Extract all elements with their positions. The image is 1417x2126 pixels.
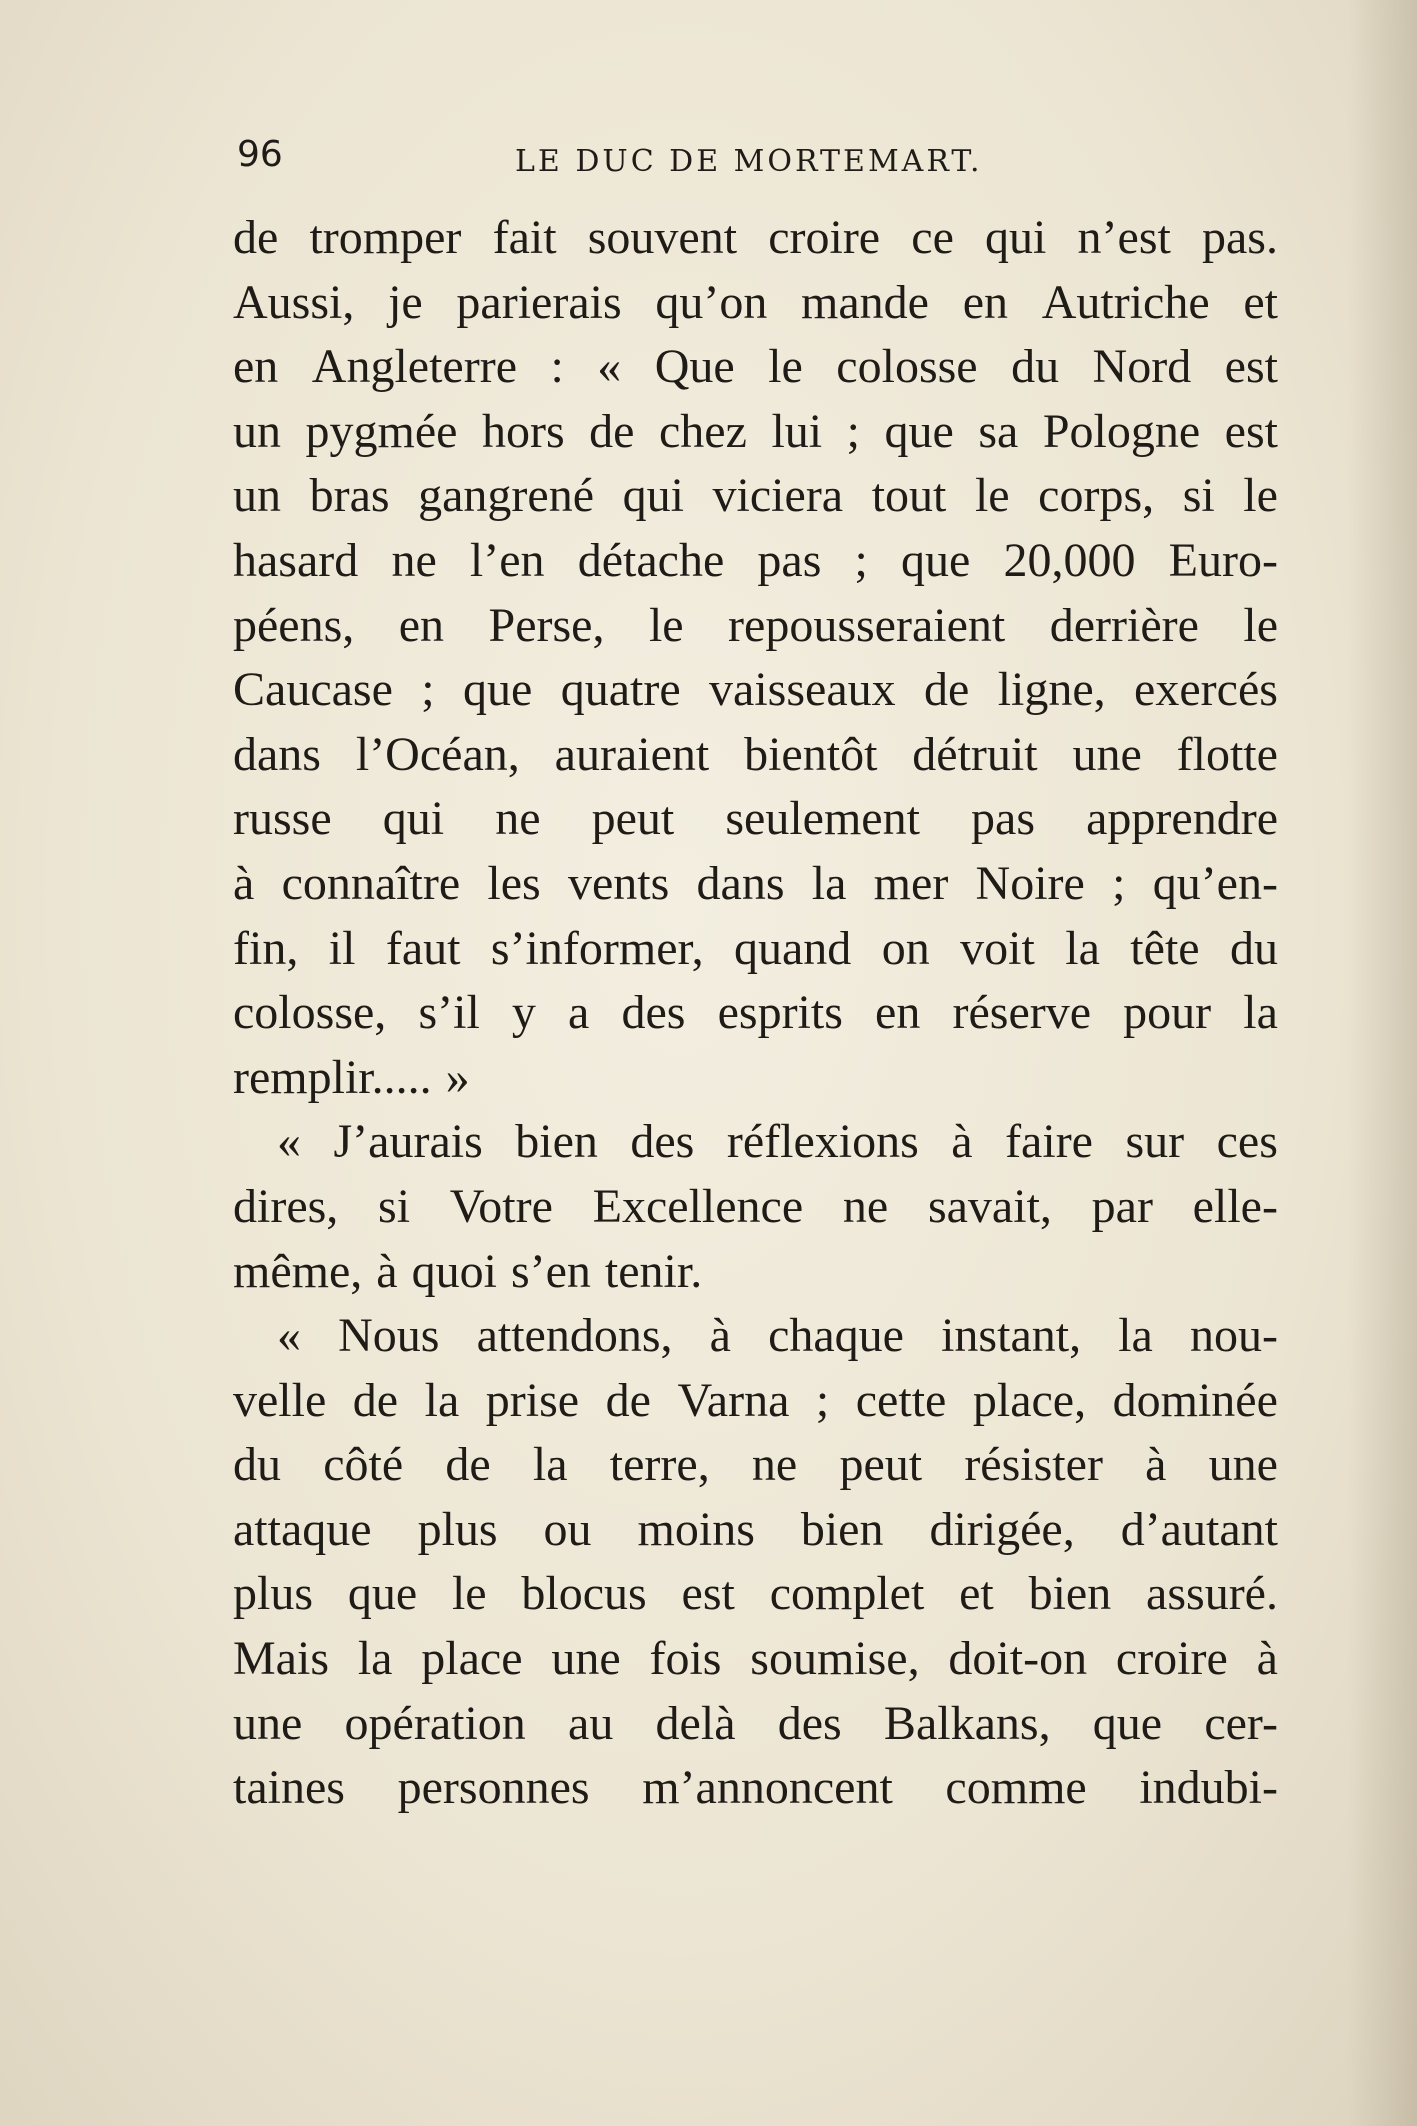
word: : bbox=[550, 340, 564, 394]
word: corps, bbox=[1038, 469, 1155, 523]
word: Pologne bbox=[1042, 404, 1201, 458]
text-line bbox=[233, 1627, 1278, 1692]
text-line bbox=[233, 529, 1278, 594]
word: ne bbox=[495, 792, 541, 846]
text-line bbox=[233, 981, 1278, 1046]
word: chaque bbox=[768, 1309, 904, 1363]
word: gangrené bbox=[418, 469, 595, 523]
word: Que bbox=[654, 340, 735, 394]
word: bien bbox=[515, 1115, 598, 1169]
word: Nord bbox=[1092, 340, 1192, 394]
word: lui bbox=[771, 404, 823, 458]
word: vaisseaux bbox=[709, 663, 896, 717]
word: ou bbox=[543, 1502, 592, 1556]
word: parierais bbox=[456, 275, 622, 329]
word: blocus bbox=[521, 1567, 647, 1621]
word: une bbox=[1208, 1438, 1278, 1492]
word: croire bbox=[1115, 1632, 1228, 1686]
word: détruit bbox=[912, 727, 1038, 781]
word: et bbox=[1243, 275, 1278, 329]
word: qui bbox=[985, 211, 1047, 264]
word: Excellence bbox=[592, 1179, 804, 1233]
text-line bbox=[233, 1692, 1278, 1757]
word: les bbox=[487, 856, 541, 910]
word: n’est bbox=[1077, 211, 1171, 264]
word: dominée bbox=[1112, 1373, 1278, 1427]
word: le bbox=[974, 469, 1010, 523]
word: derrière bbox=[1049, 598, 1199, 652]
word: une bbox=[1072, 727, 1142, 781]
word: l’en bbox=[469, 533, 545, 587]
word: croire bbox=[768, 211, 881, 264]
word: connaître bbox=[281, 856, 461, 910]
word: place bbox=[421, 1632, 523, 1686]
word: Euro- bbox=[1168, 533, 1278, 587]
word: d’autant bbox=[1120, 1502, 1278, 1556]
word: fois bbox=[649, 1632, 722, 1686]
word: l’Océan, bbox=[355, 727, 520, 781]
word: voit bbox=[960, 921, 1035, 975]
word: ; bbox=[854, 533, 868, 587]
text-line bbox=[233, 1304, 1278, 1369]
word: dans bbox=[696, 856, 785, 910]
word: à bbox=[376, 1244, 398, 1298]
word: tromper bbox=[309, 211, 462, 264]
word: souvent bbox=[587, 211, 738, 264]
word: esprits bbox=[717, 986, 843, 1040]
word: flotte bbox=[1176, 727, 1278, 781]
word: quoi bbox=[411, 1244, 497, 1298]
word: réserve bbox=[952, 986, 1092, 1040]
word: des bbox=[777, 1696, 842, 1750]
word: 20,000 bbox=[1003, 533, 1136, 587]
text-line bbox=[233, 594, 1278, 659]
word: dires, bbox=[233, 1179, 339, 1233]
word: ne bbox=[391, 533, 437, 587]
word: apprendre bbox=[1086, 792, 1278, 846]
word: s’il bbox=[418, 986, 480, 1040]
word: ne bbox=[751, 1438, 798, 1492]
word: faire bbox=[1005, 1115, 1093, 1169]
word: attendons, bbox=[476, 1309, 673, 1363]
word: tête bbox=[1130, 921, 1200, 975]
text-line bbox=[233, 1240, 1278, 1305]
word: fin, bbox=[233, 921, 299, 975]
word: bien bbox=[800, 1502, 884, 1556]
word: du bbox=[1011, 340, 1060, 394]
word: Nous bbox=[338, 1309, 440, 1363]
running-head bbox=[233, 130, 1278, 190]
word: colosse, bbox=[233, 986, 387, 1040]
word: le bbox=[648, 598, 684, 652]
word: du bbox=[1230, 921, 1278, 975]
word: nou- bbox=[1189, 1309, 1278, 1363]
word: ; bbox=[846, 404, 860, 458]
word: Balkans, bbox=[883, 1696, 1051, 1750]
word: qui bbox=[622, 469, 684, 523]
word: je bbox=[388, 275, 423, 329]
word: cette bbox=[855, 1373, 947, 1427]
word: Varna bbox=[677, 1373, 790, 1427]
word: qu’en- bbox=[1152, 856, 1278, 910]
word: opération bbox=[344, 1696, 526, 1750]
word: détache bbox=[577, 533, 725, 587]
word: en bbox=[398, 598, 445, 652]
word: bientôt bbox=[744, 727, 878, 781]
word: s’informer, bbox=[490, 921, 704, 975]
word: place, bbox=[972, 1373, 1087, 1427]
word: quand bbox=[733, 921, 852, 975]
text-line bbox=[233, 335, 1278, 400]
word: de bbox=[445, 1438, 491, 1492]
word: à bbox=[709, 1309, 731, 1363]
text-line bbox=[233, 1046, 1278, 1111]
word: savait, bbox=[927, 1179, 1052, 1233]
text-line bbox=[233, 1498, 1278, 1563]
word: fait bbox=[492, 211, 557, 264]
word: qu’on bbox=[655, 275, 768, 329]
text-line bbox=[233, 787, 1278, 852]
word: Perse, bbox=[488, 598, 605, 652]
word: dans bbox=[233, 727, 321, 781]
word: elle- bbox=[1192, 1179, 1278, 1233]
word: au bbox=[568, 1696, 614, 1750]
word: la bbox=[1243, 986, 1278, 1040]
word: que bbox=[347, 1567, 418, 1621]
word: par bbox=[1091, 1179, 1153, 1233]
word: et bbox=[959, 1567, 994, 1621]
word: il bbox=[328, 921, 356, 975]
word: la bbox=[424, 1373, 460, 1427]
word: la bbox=[1065, 921, 1100, 975]
word: que bbox=[463, 663, 533, 717]
word: la bbox=[811, 856, 847, 910]
word: Caucase bbox=[233, 663, 393, 717]
word: plus bbox=[233, 1567, 314, 1621]
word: chez bbox=[659, 404, 747, 458]
word: Aussi, bbox=[233, 275, 355, 329]
word: en bbox=[875, 986, 921, 1040]
word: seulement bbox=[725, 792, 920, 846]
body-text bbox=[233, 206, 1278, 1821]
word: à bbox=[1256, 1632, 1278, 1686]
word: on bbox=[881, 921, 930, 975]
word: Votre bbox=[449, 1179, 553, 1233]
word: bras bbox=[309, 469, 390, 523]
word: est bbox=[681, 1567, 735, 1621]
word: doit-on bbox=[948, 1632, 1088, 1686]
text-line bbox=[233, 1175, 1278, 1240]
word: des bbox=[621, 986, 686, 1040]
word: en bbox=[962, 275, 1008, 329]
word: repousseraient bbox=[728, 598, 1006, 652]
word: comme bbox=[945, 1761, 1087, 1815]
word: sa bbox=[978, 404, 1019, 458]
word: en bbox=[233, 340, 279, 394]
word: si bbox=[378, 1179, 411, 1233]
word: Angleterre bbox=[311, 340, 517, 394]
text-line bbox=[233, 464, 1278, 529]
word: le bbox=[1243, 469, 1278, 523]
word: viciera bbox=[712, 469, 844, 523]
word: de bbox=[605, 1373, 651, 1427]
word: « bbox=[277, 1115, 301, 1169]
word: colosse bbox=[836, 340, 978, 394]
word: que bbox=[884, 404, 954, 458]
word: pour bbox=[1123, 986, 1212, 1040]
word: indubi- bbox=[1139, 1761, 1278, 1815]
word: plus bbox=[417, 1502, 498, 1556]
word: tenir. bbox=[604, 1244, 703, 1298]
word: pas. bbox=[1202, 211, 1278, 264]
word: mande bbox=[801, 275, 929, 329]
word: le bbox=[768, 340, 803, 394]
word: est bbox=[1224, 340, 1278, 394]
word: peut bbox=[839, 1438, 923, 1492]
word: une bbox=[551, 1632, 621, 1686]
word: remplir..... bbox=[233, 1050, 432, 1104]
word: le bbox=[451, 1567, 487, 1621]
word: réflexions bbox=[726, 1115, 919, 1169]
running-title: LE DUC DE MORTEMART. bbox=[515, 144, 983, 179]
word: attaque bbox=[233, 1502, 372, 1556]
word: delà bbox=[655, 1696, 736, 1750]
word: bien bbox=[1028, 1567, 1112, 1621]
word: de bbox=[352, 1373, 399, 1427]
text-line bbox=[233, 852, 1278, 917]
word: pygmée bbox=[305, 404, 458, 458]
word: côté bbox=[323, 1438, 404, 1492]
word: ces bbox=[1216, 1115, 1278, 1169]
word: pas bbox=[757, 533, 822, 587]
word: complet bbox=[769, 1567, 925, 1621]
word: sur bbox=[1125, 1115, 1185, 1169]
word: faut bbox=[385, 921, 461, 975]
text-line bbox=[233, 658, 1278, 723]
word: ligne, bbox=[997, 663, 1106, 717]
word: des bbox=[630, 1115, 695, 1169]
word: ; bbox=[1112, 856, 1126, 910]
text-line bbox=[233, 400, 1278, 465]
word: péens, bbox=[233, 598, 355, 652]
word: velle bbox=[233, 1373, 327, 1427]
word: m’annoncent bbox=[642, 1761, 893, 1815]
word: Noire bbox=[975, 856, 1085, 910]
word: la bbox=[1118, 1309, 1153, 1363]
word: à bbox=[233, 856, 255, 910]
word: un bbox=[233, 404, 281, 458]
word: y bbox=[511, 986, 536, 1040]
word: a bbox=[568, 986, 590, 1040]
word: « bbox=[277, 1309, 301, 1363]
word: pas bbox=[971, 792, 1036, 846]
page-number: 96 bbox=[237, 134, 283, 175]
word: auraient bbox=[554, 727, 710, 781]
word: du bbox=[233, 1438, 281, 1492]
word: taines bbox=[233, 1761, 345, 1815]
word: à bbox=[1145, 1438, 1167, 1492]
word: personnes bbox=[397, 1761, 590, 1815]
word: résister bbox=[964, 1438, 1103, 1492]
text-line bbox=[233, 723, 1278, 788]
word: » bbox=[445, 1050, 470, 1104]
word: qui bbox=[382, 792, 445, 846]
word: exercés bbox=[1134, 663, 1278, 717]
word: ne bbox=[842, 1179, 889, 1233]
word: que bbox=[901, 533, 971, 587]
text-line bbox=[233, 271, 1278, 336]
word: à bbox=[951, 1115, 973, 1169]
word: moins bbox=[637, 1502, 755, 1556]
word: ce bbox=[911, 211, 954, 264]
word: vents bbox=[567, 856, 670, 910]
word: de bbox=[589, 404, 635, 458]
word: ; bbox=[421, 663, 435, 717]
word: s’en bbox=[510, 1244, 591, 1298]
word: si bbox=[1182, 469, 1215, 523]
word: soumise, bbox=[750, 1632, 920, 1686]
word: russe bbox=[233, 792, 332, 846]
word: le bbox=[1243, 598, 1278, 652]
word: J’aurais bbox=[333, 1115, 483, 1169]
word: tout bbox=[871, 469, 947, 523]
word: la bbox=[357, 1632, 393, 1686]
text-line bbox=[233, 1433, 1278, 1498]
text-line bbox=[233, 1369, 1278, 1434]
word: peut bbox=[591, 792, 675, 846]
word: cer- bbox=[1204, 1696, 1278, 1750]
text-line bbox=[233, 206, 1278, 271]
word: la bbox=[532, 1438, 568, 1492]
word: assuré. bbox=[1146, 1567, 1278, 1621]
text-line bbox=[233, 1110, 1278, 1175]
word: un bbox=[233, 469, 281, 523]
word: instant, bbox=[941, 1309, 1082, 1363]
word: hors bbox=[481, 404, 565, 458]
word: hasard bbox=[233, 533, 359, 587]
word: de bbox=[233, 211, 279, 264]
word: « bbox=[597, 340, 622, 394]
word: que bbox=[1092, 1696, 1163, 1750]
word: mer bbox=[873, 856, 949, 910]
word: une bbox=[233, 1696, 303, 1750]
word: même, bbox=[233, 1244, 363, 1298]
text-line bbox=[233, 1756, 1278, 1821]
word: Mais bbox=[233, 1632, 329, 1686]
word: Autriche bbox=[1041, 275, 1210, 329]
word: ; bbox=[815, 1373, 830, 1427]
text-line bbox=[233, 1562, 1278, 1627]
word: est bbox=[1224, 404, 1278, 458]
word: dirigée, bbox=[929, 1502, 1075, 1556]
word: terre, bbox=[609, 1438, 710, 1492]
word: de bbox=[924, 663, 970, 717]
text-line bbox=[233, 917, 1278, 982]
word: prise bbox=[485, 1373, 580, 1427]
word: quatre bbox=[560, 663, 681, 717]
